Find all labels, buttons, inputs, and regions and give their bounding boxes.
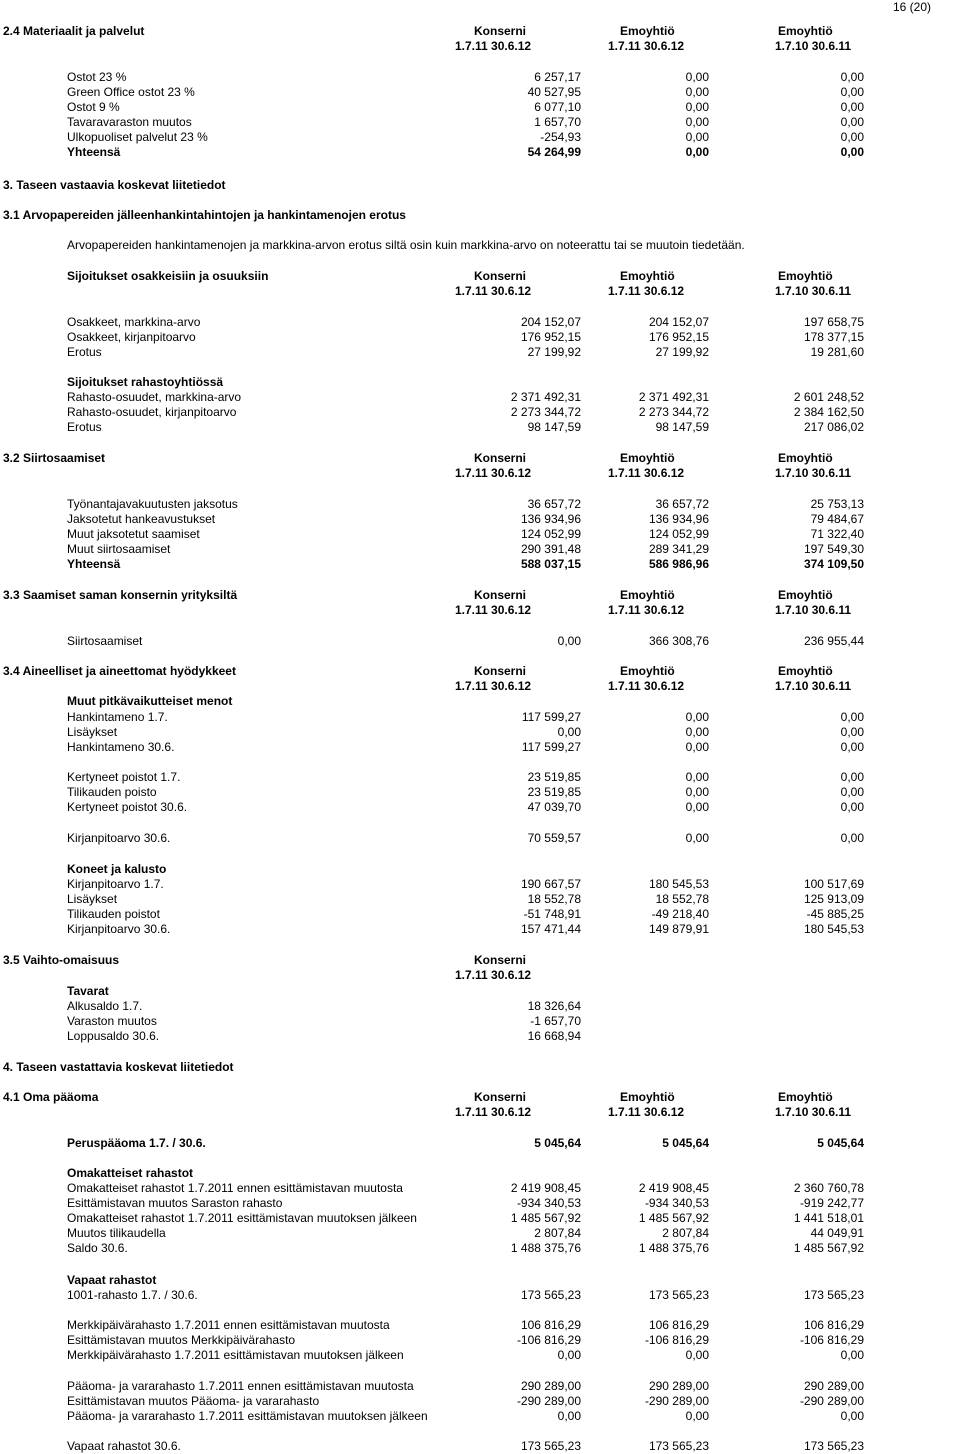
row-value-emoyhtio-prev: 0,00 (840, 740, 864, 754)
section-title-3-2: 3.2 Siirtosaamiset (3, 451, 106, 465)
col-header-konserni: Konserni (474, 24, 527, 38)
row-label: Green Office ostot 23 % (67, 85, 195, 99)
row-value-emoyhtio: 106 816,29 (648, 1318, 709, 1332)
row-value-emoyhtio-prev: 5 045,64 (817, 1136, 864, 1150)
row-label: Kertyneet poistot 1.7. (67, 770, 181, 784)
row-label: Yhteensä (67, 557, 121, 571)
row-value-emoyhtio-prev: 2 360 760,78 (793, 1181, 864, 1195)
subsection-title: Tavarat (67, 984, 109, 998)
row-value-emoyhtio-prev: 0,00 (840, 85, 864, 99)
row-label: Tilikauden poistot (67, 907, 160, 921)
row-label: 1001-rahasto 1.7. / 30.6. (67, 1288, 198, 1302)
row-value-emoyhtio: 0,00 (685, 710, 709, 724)
col-header-emoyhtio: Emoyhtiö (620, 269, 675, 283)
row-value-konserni: -1 657,70 (530, 1014, 581, 1028)
row-label: Merkkipäivärahasto 1.7.2011 esittämistavan muutoksen jälkeen (67, 1348, 404, 1362)
col-header-period: 1.7.11 30.6.12 (455, 1105, 532, 1119)
row-value-emoyhtio-prev: 100 517,69 (803, 877, 864, 891)
row-value-emoyhtio-prev: 1 485 567,92 (793, 1241, 864, 1255)
col-header-emoyhtio: Emoyhtiö (778, 269, 833, 283)
col-header-period: 1.7.11 30.6.12 (455, 466, 532, 480)
row-label: Esittämistavan muutos Pääoma- ja vararahasto (67, 1394, 320, 1408)
row-value-emoyhtio: 149 879,91 (648, 922, 709, 936)
row-value-emoyhtio: 0,00 (685, 725, 709, 739)
col-header-emoyhtio: Emoyhtiö (620, 588, 675, 602)
col-header-period: 1.7.10 30.6.11 (775, 466, 852, 480)
row-value-konserni: 204 152,07 (520, 315, 581, 329)
row-value-konserni: 2 371 492,31 (510, 390, 581, 404)
row-value-emoyhtio: 0,00 (685, 85, 709, 99)
row-value-emoyhtio: 173 565,23 (648, 1288, 709, 1302)
row-value-konserni: -254,93 (540, 130, 581, 144)
row-label: Kertyneet poistot 30.6. (67, 800, 188, 814)
row-label: Saldo 30.6. (67, 1241, 128, 1255)
row-label: Lisäykset (67, 892, 118, 906)
row-value-emoyhtio: 0,00 (685, 70, 709, 84)
col-header-period: 1.7.10 30.6.11 (775, 679, 852, 693)
row-label: Vapaat rahastot 30.6. (67, 1439, 181, 1453)
col-header-period: 1.7.11 30.6.12 (608, 1105, 685, 1119)
row-value-konserni: 1 485 567,92 (510, 1211, 581, 1225)
section-title-2-4: 2.4 Materiaalit ja palvelut (3, 24, 145, 38)
row-value-konserni: 117 599,27 (521, 710, 581, 724)
row-label: Hankintameno 30.6. (67, 740, 175, 754)
row-label: Hankintameno 1.7. (67, 710, 168, 724)
row-value-emoyhtio: 290 289,00 (648, 1379, 709, 1393)
row-value-emoyhtio: 173 565,23 (648, 1439, 709, 1453)
row-value-emoyhtio-prev: 0,00 (840, 831, 864, 845)
row-label: Kirjanpitoarvo 30.6. (67, 831, 171, 845)
row-value-emoyhtio-prev: 173 565,23 (803, 1288, 864, 1302)
row-value-emoyhtio-prev: 125 913,09 (803, 892, 864, 906)
row-value-emoyhtio-prev: 290 289,00 (803, 1379, 864, 1393)
row-value-konserni: 1 488 375,76 (510, 1241, 581, 1255)
row-label: Yhteensä (67, 145, 121, 159)
row-label: Tilikauden poisto (67, 785, 157, 799)
row-value-konserni: 290 391,48 (520, 542, 581, 556)
row-value-konserni: 47 039,70 (527, 800, 581, 814)
col-header-emoyhtio: Emoyhtiö (620, 24, 675, 38)
row-value-konserni: 0,00 (557, 1348, 581, 1362)
section-title-3: 3. Taseen vastaavia koskevat liitetiedot (3, 178, 226, 192)
row-value-konserni: 36 657,72 (527, 497, 581, 511)
row-value-emoyhtio-prev: 374 109,50 (803, 557, 864, 571)
col-header-emoyhtio: Emoyhtiö (778, 588, 833, 602)
col-header-period: 1.7.11 30.6.12 (455, 603, 532, 617)
row-value-emoyhtio: 2 273 344,72 (638, 405, 709, 419)
row-value-konserni: 98 147,59 (527, 420, 581, 434)
row-value-konserni: 157 471,44 (520, 922, 581, 936)
row-value-emoyhtio-prev: 0,00 (840, 1348, 864, 1362)
row-value-emoyhtio-prev: 173 565,23 (803, 1439, 864, 1453)
row-value-konserni: -934 340,53 (516, 1196, 581, 1210)
row-value-konserni: -51 748,91 (523, 907, 581, 921)
row-value-emoyhtio-prev: 0,00 (840, 785, 864, 799)
row-value-konserni: 136 934,96 (520, 512, 581, 526)
row-value-konserni: 18 326,64 (527, 999, 581, 1013)
row-value-emoyhtio-prev: 178 377,15 (803, 330, 864, 344)
col-header-period: 1.7.10 30.6.11 (775, 39, 852, 53)
row-label: Muut siirtosaamiset (67, 542, 171, 556)
row-value-konserni: 0,00 (557, 725, 581, 739)
section-title-4-1: 4.1 Oma pääoma (3, 1090, 99, 1104)
row-value-emoyhtio: 0,00 (685, 1348, 709, 1362)
row-value-konserni: 23 519,85 (527, 785, 581, 799)
row-label: Merkkipäivärahasto 1.7.2011 ennen esittämistavan muutosta (67, 1318, 390, 1332)
row-label: Tavaravaraston muutos (67, 115, 192, 129)
page-number: 16 (20) (893, 0, 932, 14)
row-value-konserni: 6 257,17 (534, 70, 581, 84)
subsection-title: Sijoitukset rahastoyhtiössä (67, 375, 224, 389)
row-value-konserni: -106 816,29 (516, 1333, 581, 1347)
col-header-emoyhtio: Emoyhtiö (620, 664, 675, 678)
col-header-emoyhtio: Emoyhtiö (778, 664, 833, 678)
row-value-emoyhtio: 1 488 375,76 (638, 1241, 709, 1255)
row-value-konserni: 2 273 344,72 (510, 405, 581, 419)
row-value-emoyhtio: 0,00 (685, 770, 709, 784)
row-label: Pääoma- ja vararahasto 1.7.2011 ennen esittämistavan muutosta (67, 1379, 414, 1393)
row-value-emoyhtio-prev: 2 384 162,50 (793, 405, 864, 419)
row-value-emoyhtio-prev: 0,00 (840, 800, 864, 814)
subsection-title: Sijoitukset osakkeisiin ja osuuksiin (67, 269, 269, 283)
row-value-emoyhtio-prev: 0,00 (840, 770, 864, 784)
row-label: Pääoma- ja vararahasto 1.7.2011 esittämistavan muutoksen jälkeen (67, 1409, 428, 1423)
row-value-emoyhtio-prev: 197 549,30 (803, 542, 864, 556)
row-value-emoyhtio: 289 341,29 (648, 542, 709, 556)
row-value-emoyhtio-prev: 197 658,75 (803, 315, 864, 329)
row-value-konserni: 70 559,57 (527, 831, 581, 845)
row-label: Rahasto-osuudet, kirjanpitoarvo (67, 405, 237, 419)
subsection-title: Koneet ja kalusto (67, 862, 167, 876)
row-label: Erotus (67, 420, 102, 434)
row-label: Loppusaldo 30.6. (67, 1029, 160, 1043)
col-header-period: 1.7.11 30.6.12 (455, 679, 532, 693)
row-value-konserni: 117 599,27 (521, 740, 581, 754)
row-value-emoyhtio: -106 816,29 (644, 1333, 709, 1347)
row-value-konserni: 106 816,29 (520, 1318, 581, 1332)
row-value-emoyhtio: 0,00 (685, 115, 709, 129)
subsection-title: Omakatteiset rahastot (67, 1166, 194, 1180)
col-header-emoyhtio: Emoyhtiö (620, 1090, 675, 1104)
row-value-emoyhtio: 366 308,76 (648, 634, 709, 648)
row-value-konserni: 0,00 (557, 1409, 581, 1423)
section-title-4: 4. Taseen vastattavia koskevat liitetiedot (3, 1060, 234, 1074)
row-value-emoyhtio: 2 807,84 (662, 1226, 709, 1240)
col-header-emoyhtio: Emoyhtiö (778, 1090, 833, 1104)
row-value-emoyhtio: 2 371 492,31 (638, 390, 709, 404)
subsection-title: Vapaat rahastot (67, 1273, 157, 1287)
col-header-period: 1.7.10 30.6.11 (775, 1105, 852, 1119)
row-value-konserni: 190 667,57 (520, 877, 581, 891)
row-value-emoyhtio: 1 485 567,92 (638, 1211, 709, 1225)
row-value-emoyhtio: 0,00 (685, 800, 709, 814)
row-value-emoyhtio-prev: 217 086,02 (803, 420, 864, 434)
row-value-emoyhtio: 586 986,96 (648, 557, 709, 571)
row-label: Siirtosaamiset (67, 634, 143, 648)
row-value-emoyhtio: 0,00 (685, 831, 709, 845)
col-header-konserni: Konserni (474, 953, 527, 967)
row-value-emoyhtio-prev: 0,00 (840, 70, 864, 84)
row-label: Muutos tilikaudella (67, 1226, 166, 1240)
row-value-konserni: 16 668,94 (527, 1029, 581, 1043)
col-header-konserni: Konserni (474, 664, 527, 678)
row-value-emoyhtio-prev: 0,00 (840, 1409, 864, 1423)
col-header-period: 1.7.11 30.6.12 (608, 603, 685, 617)
row-value-emoyhtio: 36 657,72 (655, 497, 709, 511)
note-text: Arvopapereiden hankintamenojen ja markkina-arvon erotus siltä osin kuin markkina-arvo on noteerattu tai se muutoin tiedetään. (67, 238, 745, 252)
row-value-konserni: 1 657,70 (534, 115, 581, 129)
row-label: Osakkeet, kirjanpitoarvo (67, 330, 196, 344)
row-value-emoyhtio: 0,00 (685, 130, 709, 144)
row-value-emoyhtio: 136 934,96 (648, 512, 709, 526)
row-value-emoyhtio: 176 952,15 (648, 330, 709, 344)
row-label: Rahasto-osuudet, markkina-arvo (67, 390, 242, 404)
col-header-konserni: Konserni (474, 588, 527, 602)
row-value-emoyhtio-prev: -919 242,77 (799, 1196, 864, 1210)
row-value-emoyhtio-prev: 1 441 518,01 (793, 1211, 864, 1225)
row-value-konserni: 40 527,95 (527, 85, 581, 99)
row-value-konserni: 2 807,84 (534, 1226, 581, 1240)
row-value-emoyhtio-prev: -290 289,00 (799, 1394, 864, 1408)
row-value-emoyhtio: 0,00 (685, 100, 709, 114)
row-value-emoyhtio-prev: -45 885,25 (806, 907, 864, 921)
row-value-konserni: 290 289,00 (520, 1379, 581, 1393)
col-header-konserni: Konserni (474, 1090, 527, 1104)
row-label: Omakatteiset rahastot 1.7.2011 esittämistavan muutoksen jälkeen (67, 1211, 417, 1225)
col-header-period: 1.7.10 30.6.11 (775, 284, 852, 298)
row-label: Muut jaksotetut saamiset (67, 527, 200, 541)
row-value-emoyhtio-prev: 106 816,29 (803, 1318, 864, 1332)
col-header-konserni: Konserni (474, 451, 527, 465)
row-value-emoyhtio: 18 552,78 (655, 892, 709, 906)
row-value-emoyhtio-prev: 0,00 (840, 115, 864, 129)
row-label: Ulkopuoliset palvelut 23 % (67, 130, 208, 144)
col-header-period: 1.7.11 30.6.12 (608, 284, 685, 298)
row-value-emoyhtio: -934 340,53 (644, 1196, 709, 1210)
section-title-3-3: 3.3 Saamiset saman konsernin yrityksiltä (3, 588, 238, 602)
row-value-emoyhtio-prev: 44 049,91 (810, 1226, 864, 1240)
row-value-emoyhtio: 204 152,07 (648, 315, 709, 329)
section-title-3-5: 3.5 Vaihto-omaisuus (3, 953, 120, 967)
row-value-emoyhtio: 180 545,53 (648, 877, 709, 891)
row-value-konserni: 54 264,99 (527, 145, 581, 159)
row-value-emoyhtio-prev: 0,00 (840, 130, 864, 144)
col-header-emoyhtio: Emoyhtiö (778, 24, 833, 38)
row-value-emoyhtio-prev: 71 322,40 (810, 527, 864, 541)
section-title-3-4: 3.4 Aineelliset ja aineettomat hyödykkeet (3, 664, 236, 678)
row-value-konserni: 6 077,10 (534, 100, 581, 114)
col-header-period: 1.7.11 30.6.12 (608, 466, 685, 480)
col-header-period: 1.7.11 30.6.12 (455, 39, 532, 53)
row-value-emoyhtio-prev: 19 281,60 (810, 345, 864, 359)
row-label: Varaston muutos (67, 1014, 157, 1028)
section-title-3-1: 3.1 Arvopapereiden jälleenhankintahintojen ja hankintamenojen erotus (3, 208, 406, 222)
row-value-konserni: -290 289,00 (516, 1394, 581, 1408)
row-value-konserni: 18 552,78 (527, 892, 581, 906)
row-label: Esittämistavan muutos Saraston rahasto (67, 1196, 283, 1210)
row-label: Ostot 23 % (67, 70, 127, 84)
row-label: Erotus (67, 345, 102, 359)
row-value-konserni: 173 565,23 (520, 1439, 581, 1453)
row-label: Kirjanpitoarvo 1.7. (67, 877, 164, 891)
row-value-emoyhtio-prev: 2 601 248,52 (793, 390, 864, 404)
row-label: Omakatteiset rahastot 1.7.2011 ennen esittämistavan muutosta (67, 1181, 403, 1195)
row-value-emoyhtio: 0,00 (685, 1409, 709, 1423)
subsection-title: Muut pitkävaikutteiset menot (67, 694, 233, 708)
row-value-konserni: 176 952,15 (520, 330, 581, 344)
row-value-emoyhtio-prev: 236 955,44 (803, 634, 864, 648)
col-header-konserni: Konserni (474, 269, 527, 283)
row-label: Alkusaldo 1.7. (67, 999, 143, 1013)
row-value-konserni: 27 199,92 (527, 345, 581, 359)
row-value-konserni: 5 045,64 (534, 1136, 581, 1150)
row-value-emoyhtio-prev: -106 816,29 (799, 1333, 864, 1347)
row-value-emoyhtio-prev: 0,00 (840, 145, 864, 159)
row-label: Osakkeet, markkina-arvo (67, 315, 201, 329)
row-value-emoyhtio: 0,00 (685, 740, 709, 754)
row-value-emoyhtio: 27 199,92 (655, 345, 709, 359)
row-value-konserni: 0,00 (557, 634, 581, 648)
row-label: Jaksotetut hankeavustukset (67, 512, 216, 526)
row-value-emoyhtio: 5 045,64 (662, 1136, 709, 1150)
row-label: Kirjanpitoarvo 30.6. (67, 922, 171, 936)
col-header-emoyhtio: Emoyhtiö (778, 451, 833, 465)
col-header-period: 1.7.10 30.6.11 (775, 603, 852, 617)
row-value-emoyhtio-prev: 0,00 (840, 725, 864, 739)
row-value-konserni: 173 565,23 (520, 1288, 581, 1302)
row-value-emoyhtio: 98 147,59 (655, 420, 709, 434)
row-value-emoyhtio-prev: 25 753,13 (810, 497, 864, 511)
row-value-emoyhtio: 0,00 (685, 785, 709, 799)
row-value-emoyhtio-prev: 79 484,67 (810, 512, 864, 526)
row-value-emoyhtio-prev: 0,00 (840, 710, 864, 724)
row-value-emoyhtio: 0,00 (685, 145, 709, 159)
row-value-emoyhtio: -290 289,00 (644, 1394, 709, 1408)
row-value-emoyhtio: -49 218,40 (651, 907, 709, 921)
row-label: Lisäykset (67, 725, 118, 739)
row-value-konserni: 588 037,15 (520, 557, 581, 571)
col-header-period: 1.7.11 30.6.12 (455, 284, 532, 298)
row-label: Peruspääoma 1.7. / 30.6. (67, 1136, 206, 1150)
row-label: Työnantajavakuutusten jaksotus (67, 497, 238, 511)
row-value-emoyhtio-prev: 0,00 (840, 100, 864, 114)
col-header-period: 1.7.11 30.6.12 (608, 679, 685, 693)
row-value-emoyhtio: 124 052,99 (648, 527, 709, 541)
row-value-konserni: 2 419 908,45 (510, 1181, 581, 1195)
row-value-emoyhtio: 2 419 908,45 (638, 1181, 709, 1195)
col-header-period: 1.7.11 30.6.12 (455, 968, 532, 982)
row-value-konserni: 124 052,99 (520, 527, 581, 541)
col-header-period: 1.7.11 30.6.12 (608, 39, 685, 53)
col-header-emoyhtio: Emoyhtiö (620, 451, 675, 465)
row-value-emoyhtio-prev: 180 545,53 (803, 922, 864, 936)
row-label: Ostot 9 % (67, 100, 120, 114)
row-label: Esittämistavan muutos Merkkipäivärahasto (67, 1333, 296, 1347)
row-value-konserni: 23 519,85 (527, 770, 581, 784)
